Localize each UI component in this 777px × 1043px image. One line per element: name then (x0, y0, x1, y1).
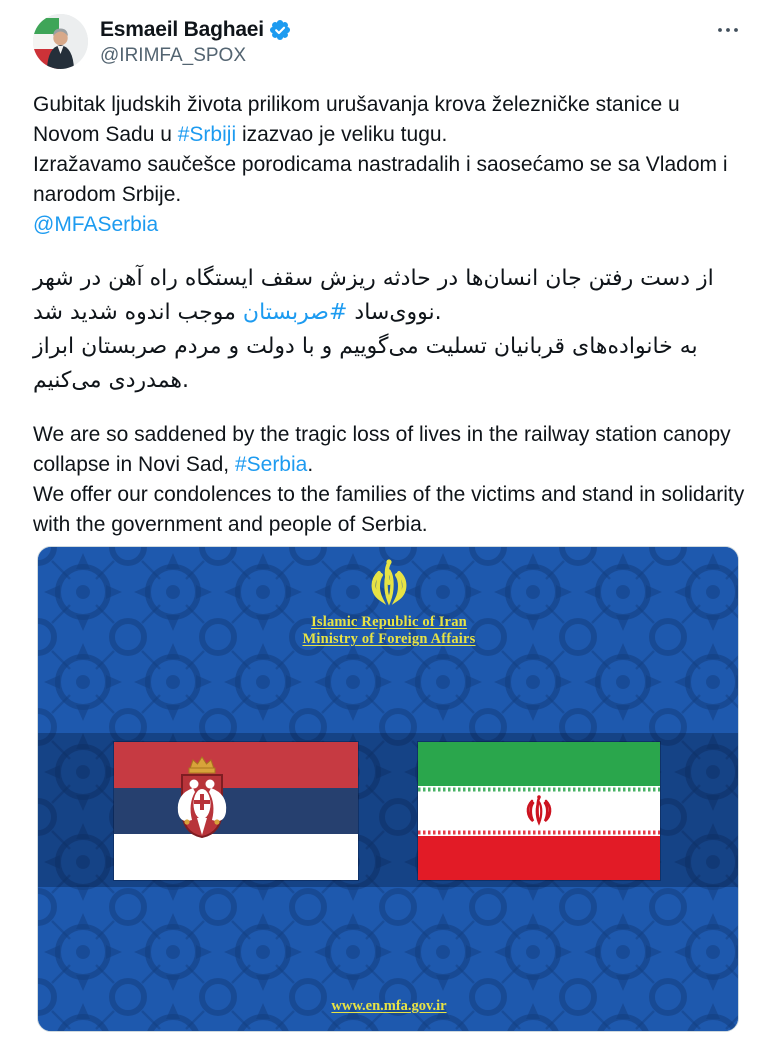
hashtag-link[interactable]: #صربستان (242, 300, 348, 325)
mention-link[interactable]: @MFASerbia (33, 213, 159, 236)
iran-emblem-icon (359, 557, 419, 609)
tweet-text (33, 90, 749, 562)
iran-flag (418, 742, 660, 880)
tweet-paragraph-fa: از دست رفتن جان انسان‌ها در حادثه ریزش سقف ایستگاه راه آهن در شهر نووی‌ساد #صربستان موجب اندوه شدید شد. به خانواده‌های قربانیان تسلیت می‌گوییم و با دولت و مردم صربستان ابراز همدردی می‌کنیم. (33, 266, 714, 393)
website-url: www.en.mfa.gov.ir (331, 998, 447, 1014)
tweet-image[interactable] (37, 546, 739, 1032)
avatar-image (33, 14, 88, 69)
org-name-line2: Ministry of Foreign Affairs (302, 631, 476, 647)
more-icon[interactable] (715, 22, 743, 44)
tweet-paragraph-sr: Gubitak ljudskih života prilikom urušavanja krova železničke stanice u Novom Sadu u #Srbiji izazvao je veliku tugu. Izražavamo saučešce porodicama nastradalih i saosećamo se sa Vladom i narodom Srbije. @MFASerbia (33, 93, 728, 236)
mfa-header (38, 557, 739, 648)
serbia-flag (114, 742, 358, 880)
user-handle[interactable]: @IRIMFA_SPOX (100, 45, 246, 66)
hashtag-link[interactable]: #Serbia (234, 453, 308, 476)
tweet-header (33, 14, 747, 72)
display-name[interactable]: Esmaeil Baghaei (100, 18, 264, 41)
org-name-line1: Islamic Republic of Iran (311, 614, 467, 630)
tweet-paragraph-en: We are so saddened by the tragic loss of lives in the railway station canopy collapse in Novi Sad, #Serbia. We offer our condolences to the families of the victims and stand in solidarity with the government and people of Serbia. (33, 423, 745, 536)
verified-badge-icon (269, 19, 291, 41)
avatar[interactable] (33, 14, 88, 69)
hashtag-link[interactable]: #Srbiji (177, 123, 237, 146)
